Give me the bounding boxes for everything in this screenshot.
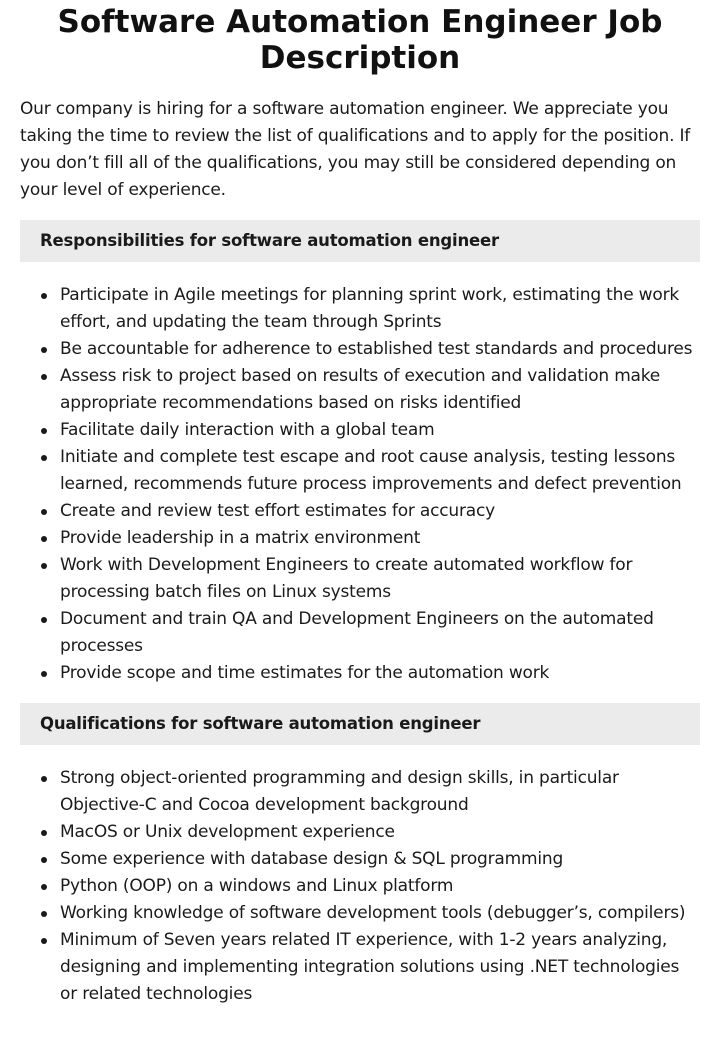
list-item: Python (OOP) on a windows and Linux platform	[60, 873, 700, 900]
list-item: Participate in Agile meetings for planning sprint work, estimating the work effort, and updating the team through Sprints	[60, 282, 700, 336]
list-item: Strong object-oriented programming and design skills, in particular Objective-C and Cocoa development background	[60, 765, 700, 819]
responsibilities-heading: Responsibilities for software automation engineer	[20, 220, 700, 262]
page-title: Software Automation Engineer Job Description	[57, 4, 663, 76]
list-item: Create and review test effort estimates for accuracy	[60, 498, 700, 525]
list-item: Initiate and complete test escape and root cause analysis, testing lessons learned, recommends future process improvements and defect prevention	[60, 444, 700, 498]
list-item: MacOS or Unix development experience	[60, 819, 700, 846]
list-item: Provide leadership in a matrix environment	[60, 525, 700, 552]
list-item: Minimum of Seven years related IT experience, with 1-2 years analyzing, designing and implementing integration solutions using .NET technologies or related technologies	[60, 927, 700, 1008]
responsibilities-list	[20, 282, 700, 687]
list-item: Document and train QA and Development Engineers on the automated processes	[60, 606, 700, 660]
qualifications-list	[20, 765, 700, 1008]
list-item: Assess risk to project based on results of execution and validation make appropriate recommendations based on risks identified	[60, 363, 700, 417]
list-item: Some experience with database design & SQL programming	[60, 846, 700, 873]
list-item: Work with Development Engineers to create automated workflow for processing batch files on Linux systems	[60, 552, 700, 606]
list-item: Facilitate daily interaction with a global team	[60, 417, 700, 444]
intro-paragraph: Our company is hiring for a software automation engineer. We appreciate you taking the time to review the list of qualifications and to apply for the position. If you don’t fill all of the qualifications, you may still be considered depending on your level of experience.	[20, 99, 691, 200]
list-item: Be accountable for adherence to established test standards and procedures	[60, 336, 700, 363]
qualifications-heading: Qualifications for software automation engineer	[20, 703, 700, 745]
list-item: Provide scope and time estimates for the automation work	[60, 660, 700, 687]
list-item: Working knowledge of software development tools (debugger’s, compilers)	[60, 900, 700, 927]
